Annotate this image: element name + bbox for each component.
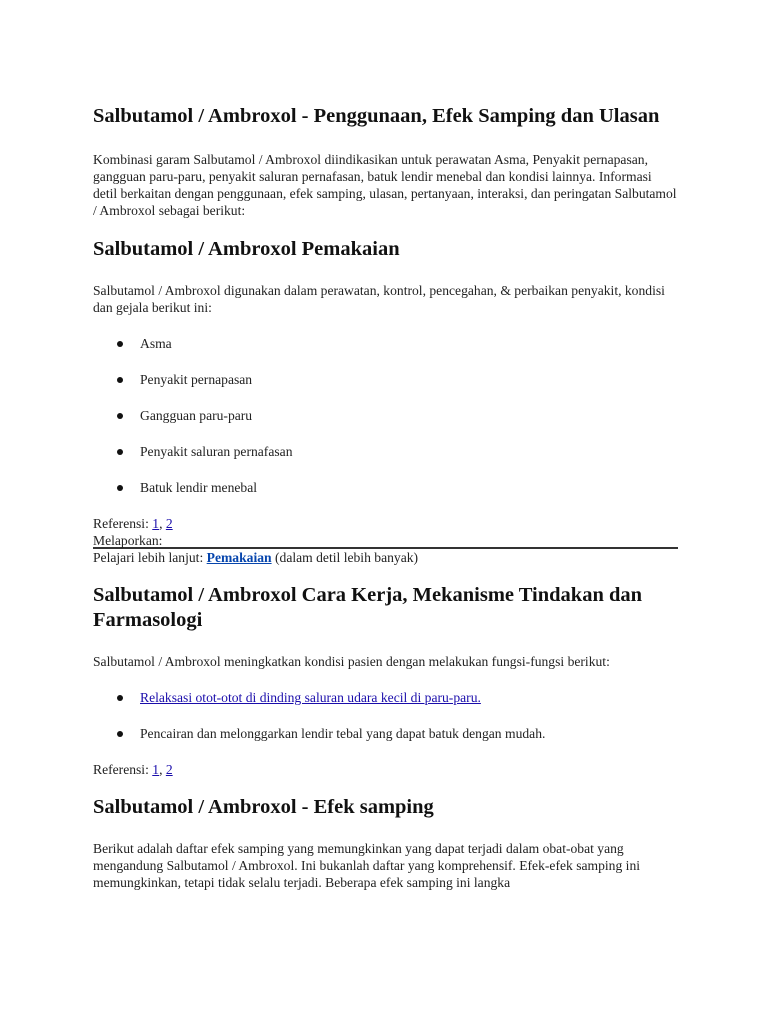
list-item: Asma — [93, 335, 678, 352]
learn-more-label: Pelajari lebih lanjut: — [93, 550, 207, 565]
mechanism-heading: Salbutamol / Ambroxol Cara Kerja, Mekanisme Tindakan dan Farmasologi — [93, 584, 643, 631]
learn-more-suffix: (dalam detil lebih banyak) — [271, 550, 419, 565]
reference-link-1[interactable]: 1 — [152, 516, 160, 531]
side-effects-paragraph: Berikut adalah daftar efek samping yang memungkinkan yang dapat terjadi dalam obat-obat yang mengandung Salbutamol / Ambroxol. Ini bukanlah daftar yang komprehensif. Efek-efek samping ini memungkinkan, tetapi tidak selalu terjadi. Beberapa efek samping ini langka — [93, 841, 641, 890]
usage-list — [93, 335, 678, 496]
references-label: Referensi: — [93, 762, 153, 777]
list-item — [93, 689, 678, 706]
intro-paragraph: Kombinasi garam Salbutamol / Ambroxol diindikasikan untuk perawatan Asma, Penyakit pernapasan, gangguan paru-paru, penyakit saluran pernafasan, batuk lendir menebal dan kondisi lainnya. Informasi detil berkaitan dengan penggunaan, efek samping, ulasan, pertanyaan, interaksi, dan peringatan Salbutamol / Ambroxol sebagai berikut: — [93, 152, 677, 218]
reference-link-2[interactable]: 2 — [165, 762, 173, 777]
list-item: Penyakit saluran pernafasan — [93, 443, 678, 460]
references-label: Referensi: — [93, 516, 153, 531]
page-title: Salbutamol / Ambroxol - Penggunaan, Efek Samping dan Ulasan — [93, 105, 660, 127]
reference-link-2[interactable]: 2 — [165, 516, 173, 531]
learn-more-link[interactable]: Pemakaian — [206, 550, 272, 565]
mechanism-paragraph: Salbutamol / Ambroxol meningkatkan kondisi pasien dengan melakukan fungsi-fungsi berikut: — [93, 654, 610, 669]
usage-heading: Salbutamol / Ambroxol Pemakaian — [93, 238, 400, 260]
reference-link-1[interactable]: 1 — [152, 762, 160, 777]
list-item: Batuk lendir menebal — [93, 479, 678, 496]
document-page — [93, 104, 678, 891]
report-label: Melaporkan: — [93, 533, 163, 548]
side-effects-heading: Salbutamol / Ambroxol - Efek samping — [93, 796, 434, 818]
list-item: Penyakit pernapasan — [93, 371, 678, 388]
mechanism-references: Referensi: 1, 2 — [93, 762, 173, 777]
learn-more-line — [93, 549, 678, 566]
mechanism-link[interactable]: Relaksasi otot-otot di dinding saluran udara kecil di paru-paru. — [140, 690, 481, 705]
usage-references: Referensi: 1, 2 — [93, 516, 173, 531]
list-item: Gangguan paru-paru — [93, 407, 678, 424]
usage-paragraph: Salbutamol / Ambroxol digunakan dalam perawatan, kontrol, pencegahan, & perbaikan penyakit, kondisi dan gejala berikut ini: — [93, 283, 665, 315]
mechanism-list — [93, 689, 678, 742]
list-item: Pencairan dan melonggarkan lendir tebal yang dapat batuk dengan mudah. — [93, 725, 678, 742]
